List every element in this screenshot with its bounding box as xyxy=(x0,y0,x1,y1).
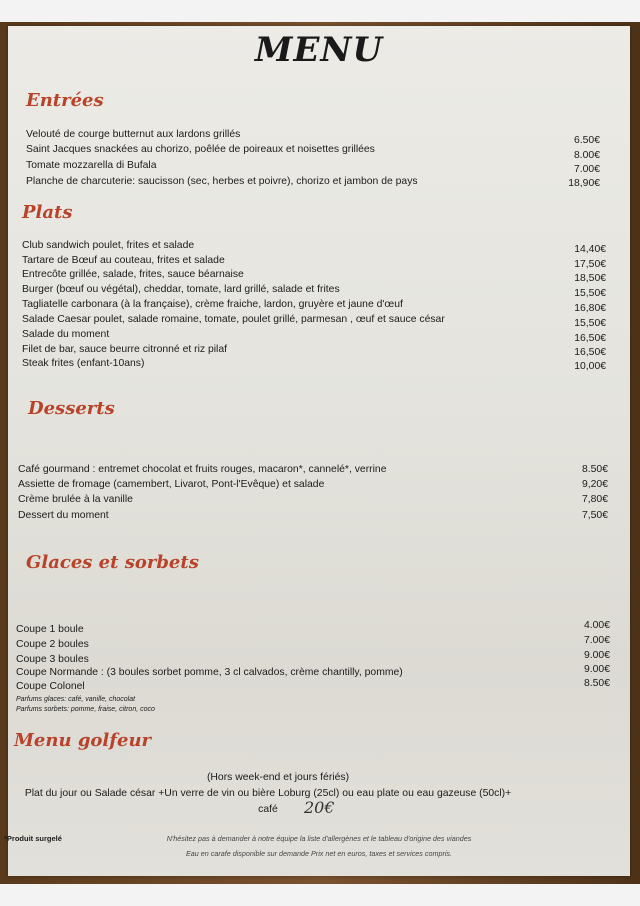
eau-carafe-note: Eau en carafe disponible sur demande Prix net en euros, taxes et services compris. xyxy=(185,849,453,858)
menu-item: Coupe Colonel xyxy=(16,681,85,692)
golfeur-description-cafe: café xyxy=(258,804,278,815)
menu-item: Filet de bar, sauce beurre citronné et riz pilaf xyxy=(22,344,228,355)
menu-item-price: 16,50€ xyxy=(574,333,606,344)
menu-item-price: 14,40€ xyxy=(574,244,606,255)
menu-sheet xyxy=(4,26,630,876)
menu-item-price: 9.00€ xyxy=(583,650,610,661)
section-heading-golfeur: Menu golfeur xyxy=(14,730,152,751)
parfums-glaces-note: Parfums glaces: café, vanille, chocolat xyxy=(16,696,136,703)
menu-item-price: 6.50€ xyxy=(573,135,600,146)
menu-item-price: 18,90€ xyxy=(568,178,600,189)
menu-item-price: 8.00€ xyxy=(573,150,600,161)
menu-item: Planche de charcuterie: saucisson (sec, herbes et poivre), chorizo et jambon de pays xyxy=(26,176,418,187)
menu-item-price: 4.00€ xyxy=(583,620,610,631)
golfeur-description: Plat du jour ou Salade césar +Un verre de vin ou bière Loburg (25cl) ou eau plate ou eau gazeuse (50cl)+ xyxy=(24,788,512,799)
section-heading-glaces: Glaces et sorbets xyxy=(26,552,199,573)
menu-item: Café gourmand : entremet chocolat et fruits rouges, macaron*, cannelé*, verrine xyxy=(18,464,387,475)
menu-item: Steak frites (enfant-10ans) xyxy=(22,358,145,369)
menu-item: Dessert du moment xyxy=(18,510,109,521)
menu-item-price: 17,50€ xyxy=(574,259,606,270)
menu-item: Saint Jacques snackées au chorizo, poêlée de poireaux et noisettes grillées xyxy=(26,144,375,155)
menu-item-price: 9.00€ xyxy=(583,664,610,675)
menu-item: Velouté de courge butternut aux lardons grillés xyxy=(26,129,241,140)
menu-item: Coupe 2 boules xyxy=(16,639,89,650)
menu-item-price: 8.50€ xyxy=(581,464,608,475)
menu-item: Salade du moment xyxy=(22,329,110,340)
menu-title: MENU xyxy=(254,30,384,70)
menu-item: Burger (bœuf ou végétal), cheddar, tomate, lard grillé, salade et frites xyxy=(22,284,340,295)
menu-item-price: 7,80€ xyxy=(581,494,608,505)
menu-item-price: 10,00€ xyxy=(574,361,606,372)
menu-item: Entrecôte grillée, salade, frites, sauce béarnaise xyxy=(22,269,244,280)
golfeur-condition: (Hors week-end et jours fériés) xyxy=(206,772,350,783)
allergenes-note: N'hésitez pas à demander à notre équipe la liste d'allergènes et le tableau d'origine des viandes xyxy=(166,834,472,843)
menu-item-price: 7,50€ xyxy=(581,510,608,521)
menu-item: Coupe Normande : (3 boules sorbet pomme, 3 cl calvados, crème chantilly, pomme) xyxy=(16,667,403,678)
menu-item-price: 9,20€ xyxy=(581,479,608,490)
menu-item: Tartare de Bœuf au couteau, frites et salade xyxy=(22,255,225,266)
menu-item: Tomate mozzarella di Bufala xyxy=(26,160,157,171)
menu-item: Crème brulée à la vanille xyxy=(18,494,133,505)
menu-item: Salade Caesar poulet, salade romaine, tomate, poulet grillé, parmesan , œuf et sauce césar xyxy=(22,314,445,325)
menu-item: Tagliatelle carbonara (à la française), crème fraiche, lardon, gruyère et jaune d'œuf xyxy=(22,299,403,310)
menu-item-price: 8.50€ xyxy=(583,678,610,689)
menu-item-price: 15,50€ xyxy=(574,288,606,299)
section-heading-entrees: Entrées xyxy=(26,90,104,111)
menu-item-price: 16,50€ xyxy=(574,347,606,358)
section-heading-desserts: Desserts xyxy=(28,398,115,419)
menu-item: Club sandwich poulet, frites et salade xyxy=(22,240,195,251)
produit-surgele-note: *Produit surgelé xyxy=(4,834,62,843)
section-heading-plats: Plats xyxy=(22,202,73,223)
menu-item-price: 15,50€ xyxy=(574,318,606,329)
golfeur-price-handwritten: 20€ xyxy=(304,798,335,817)
menu-item: Assiette de fromage (camembert, Livarot, Pont-l'Evêque) et salade xyxy=(18,479,325,490)
menu-item-price: 7.00€ xyxy=(573,164,600,175)
menu-item: Coupe 1 boule xyxy=(16,624,84,635)
parfums-sorbets-note: Parfums sorbets: pomme, fraise, citron, coco xyxy=(16,706,155,713)
menu-item-price: 16,80€ xyxy=(574,303,606,314)
menu-item-price: 7.00€ xyxy=(583,635,610,646)
menu-item-price: 18,50€ xyxy=(574,273,606,284)
menu-item: Coupe 3 boules xyxy=(16,654,89,665)
